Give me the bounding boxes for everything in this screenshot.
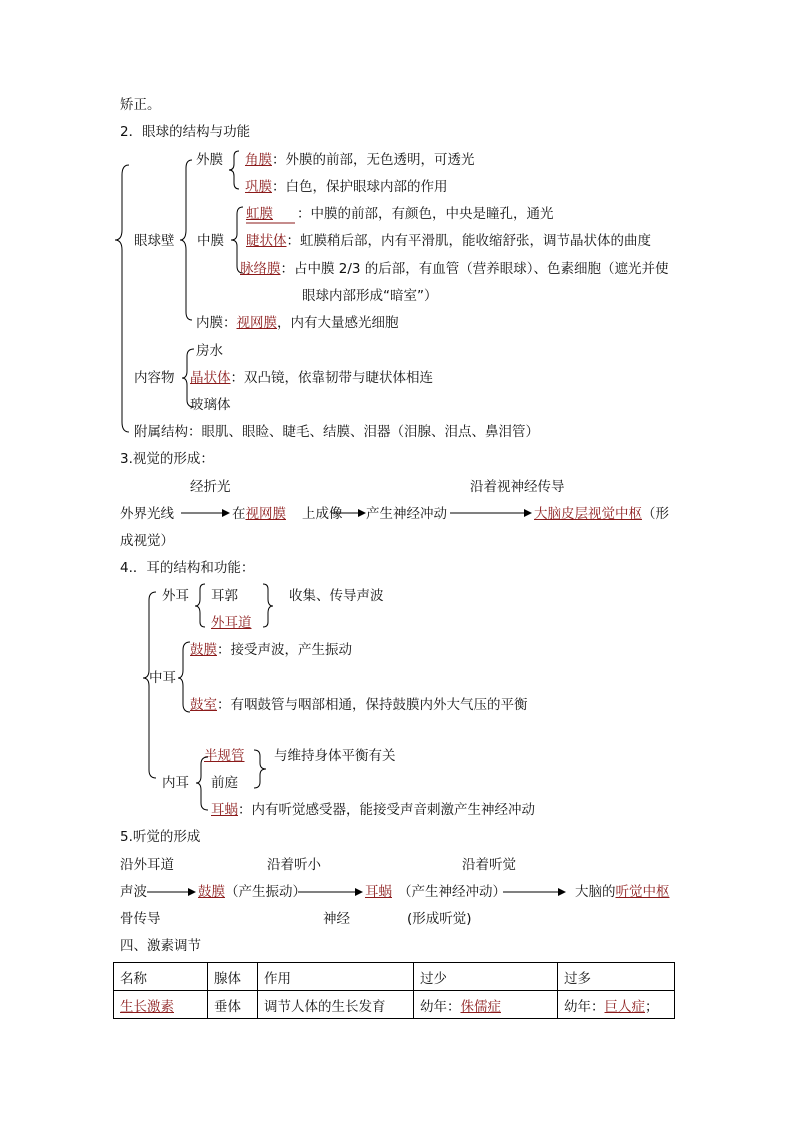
cell-gland: 垂体 <box>208 991 258 1019</box>
header-deficiency: 过少 <box>414 963 558 991</box>
vision-form-1: （形 <box>642 506 669 522</box>
cornea-term: 角膜 <box>245 152 272 168</box>
tympanic-term: 鼓室 <box>190 697 217 713</box>
iris-term: 虹膜 <box>246 206 273 222</box>
vibration-label: （产生振动） <box>225 884 306 900</box>
eardrum-desc: ：接受声波，产生振动 <box>217 642 352 658</box>
retina-term: 视网膜 <box>236 315 277 331</box>
choroid-desc-line2: 眼球内部形成“暗室”） <box>302 288 438 304</box>
retina-desc: ，内有大量感光细胞 <box>277 315 399 331</box>
vision-refraction-label: 经折光 <box>190 479 231 495</box>
choroid-term: 脉络膜 <box>240 261 281 277</box>
inner-membrane-row <box>196 314 399 332</box>
sound-wave-label: 声波 <box>120 884 147 900</box>
semicircular-term: 半规管 <box>204 748 245 764</box>
inner-ear-brace-right <box>254 750 266 788</box>
contents-label: 内容物 <box>134 370 175 386</box>
cell-effect: 调节人体的生长发育 <box>258 991 414 1019</box>
eye-wall-brace <box>180 160 192 320</box>
cornea-desc: ：外膜的前部，无色透明，可透光 <box>272 152 475 168</box>
sclera-row <box>245 178 448 196</box>
outer-ear-brace-left <box>195 584 205 627</box>
vision-cortex-row <box>534 505 669 523</box>
imaging-label: 上成像 <box>302 506 343 522</box>
vision-impulse-label: 产生神经冲动 <box>366 506 447 522</box>
ciliary-desc: ：虹膜稍后部，内有平滑肌，能收缩舒张，调节晶状体的曲度 <box>286 233 651 249</box>
lens-desc: ：双凸镜，依靠韧带与睫状体相连 <box>230 370 433 386</box>
ear-heading: 4.．耳的结构和功能： <box>120 560 255 576</box>
hearing-eardrum-row <box>198 883 306 901</box>
vision-imaging <box>232 505 343 523</box>
iris-row <box>246 205 554 223</box>
cell-deficiency: 幼年：侏儒症 <box>414 991 558 1019</box>
along-canal-label: 沿外耳道 <box>120 857 174 873</box>
outer-membrane-brace <box>229 151 239 189</box>
hormone-heading: 四、激素调节 <box>120 938 201 954</box>
at-label: 在 <box>232 506 246 522</box>
auricle-label: 耳郭 <box>211 588 238 604</box>
cell-name: 生长激素 <box>114 991 208 1019</box>
along-auditory-label: 沿着听觉 <box>462 857 516 873</box>
aqueous-label: 房水 <box>196 343 223 359</box>
vision-retina-term: 视网膜 <box>245 506 286 522</box>
tympanic-row <box>190 696 528 714</box>
hormone-table <box>113 962 675 1019</box>
intro-text: 矫正。 <box>120 97 161 113</box>
nerve-label: 神经 <box>323 911 350 927</box>
choroid-desc: ：占中膜 2/3 的后部，有血管（营养眼球）、色素细胞（遮光并使 <box>280 261 669 277</box>
hearing-cochlea-term: 耳蜗 <box>365 884 392 900</box>
lens-term: 晶状体 <box>190 370 231 386</box>
vision-form-2: 成视觉） <box>120 533 174 549</box>
header-excess: 过多 <box>558 963 675 991</box>
sclera-term: 巩膜 <box>245 179 272 195</box>
eardrum-term: 鼓膜 <box>190 642 217 658</box>
iris-desc: ：中膜的前部，有颜色，中央是瞳孔，通光 <box>297 206 554 222</box>
choroid-row <box>240 260 669 278</box>
tympanic-desc: ：有咽鼓管与咽部相通，保持鼓膜内外大气压的平衡 <box>217 697 528 713</box>
accessory-structures: 附属结构：眼肌、眼睑、睫毛、结膜、泪器（泪腺、泪点、鼻泪管） <box>134 424 539 440</box>
eye-main-brace <box>115 165 129 432</box>
brain-label: 大脑的 <box>575 884 616 900</box>
hearing-heading: 5.听觉的形成 <box>120 829 201 845</box>
outer-ear-label: 外耳 <box>162 588 189 604</box>
cochlea-desc: ：内有听觉感受器，能接受声音刺激产生神经冲动 <box>238 802 535 818</box>
cochlea-row <box>211 801 535 819</box>
dwarfism-term: 侏儒症 <box>460 998 501 1015</box>
header-effect: 作用 <box>258 963 414 991</box>
hearing-eardrum-term: 鼓膜 <box>198 884 225 900</box>
middle-ear-label: 中耳 <box>149 670 176 686</box>
lens-row <box>190 369 433 387</box>
outer-ear-function: 收集、传导声波 <box>289 588 384 604</box>
inner-membrane-label: 内膜： <box>196 315 237 331</box>
ciliary-term: 睫状体 <box>246 233 287 249</box>
cell-excess: 幼年：巨人症； <box>558 991 675 1019</box>
ciliary-row <box>246 232 651 250</box>
inner-ear-label: 内耳 <box>162 775 189 791</box>
auditory-center-term: 听觉中枢 <box>615 884 670 900</box>
outer-ear-brace-right <box>263 584 273 627</box>
middle-membrane-label: 中膜 <box>197 233 224 249</box>
form-hearing-label: (形成听觉) <box>407 911 472 927</box>
external-light-label: 外界光线 <box>120 506 174 522</box>
table-row <box>114 991 675 1019</box>
eardrum-row <box>190 641 352 659</box>
cornea-row <box>245 151 475 169</box>
vision-optic-nerve-label: 沿着视神经传导 <box>470 479 565 495</box>
balance-function: 与维持身体平衡有关 <box>274 748 396 764</box>
table-header-row <box>114 963 675 991</box>
hearing-cochlea-row <box>365 883 506 901</box>
header-gland: 腺体 <box>208 963 258 991</box>
bone-conduction-label: 骨传导 <box>120 911 161 927</box>
vestibule-label: 前庭 <box>211 775 238 791</box>
eye-wall-label: 眼球壁 <box>134 233 175 249</box>
outer-membrane-label: 外膜 <box>196 152 223 168</box>
ear-canal-term: 外耳道 <box>211 615 252 631</box>
middle-ear-brace <box>178 642 190 712</box>
along-ossicle-label: 沿着听小 <box>267 857 321 873</box>
visual-cortex-term: 大脑皮层视觉中枢 <box>534 506 642 522</box>
sclera-desc: ：白色，保护眼球内部的作用 <box>272 179 448 195</box>
eye-heading: 2．眼球的结构与功能 <box>120 124 251 140</box>
hearing-impulse-label: （产生神经冲动） <box>398 884 506 900</box>
gigantism-term: 巨人症 <box>604 998 645 1015</box>
header-name: 名称 <box>114 963 208 991</box>
vision-heading: 3.视觉的形成： <box>120 451 214 467</box>
cochlea-term: 耳蜗 <box>211 802 238 818</box>
hearing-center-row <box>575 883 670 901</box>
vitreous-label: 玻璃体 <box>190 397 231 413</box>
